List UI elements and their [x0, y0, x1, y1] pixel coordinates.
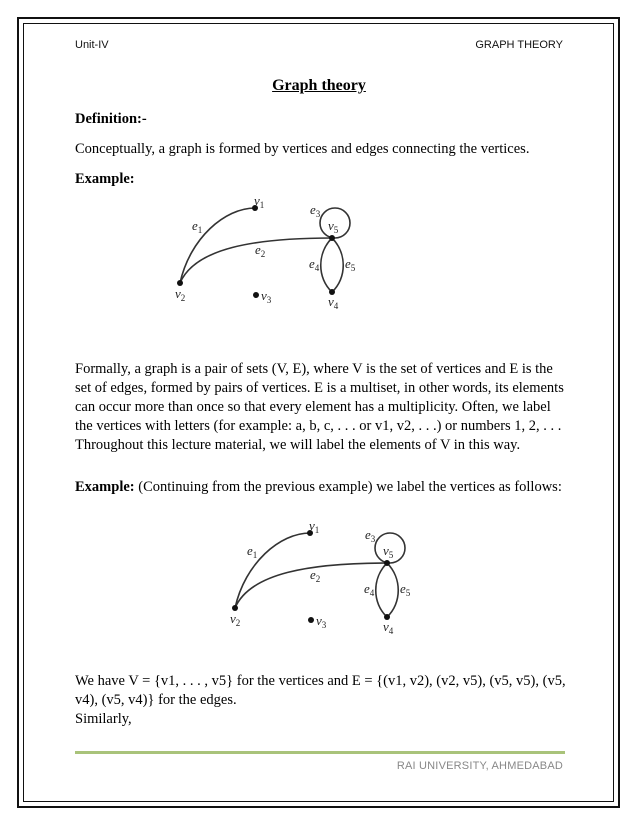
- label-e2: $e_2$: [255, 242, 266, 259]
- footer-institution: RAI UNIVERSITY, AHMEDABAD: [396, 760, 563, 772]
- label-v1: $v_1$: [254, 193, 265, 210]
- graph-figure-1: [155, 188, 385, 318]
- label-e3: $e_3$: [310, 202, 321, 219]
- example-heading: Example:: [75, 171, 135, 187]
- vertex-v5: [329, 235, 335, 241]
- page-title: Graph theory: [272, 77, 366, 94]
- edge-e4: [321, 238, 332, 292]
- label-e5: $e_5$: [345, 256, 356, 273]
- label-e1: $e_1$: [247, 543, 258, 560]
- label-v4: $v_4$: [328, 294, 339, 311]
- paragraph-sets: We have V = {v1, . . . , v5} for the vertices and E = {(v1, v2), (v2, v5), (v5, v5), (v5, v4), (v5, v4)} for the edges.: [75, 673, 566, 708]
- label-e3: $e_3$: [365, 527, 376, 544]
- label-v2: $v_2$: [175, 286, 186, 303]
- edge-e4: [376, 563, 387, 617]
- label-v5: $v_5$: [383, 543, 394, 560]
- edge-e5: [332, 238, 343, 292]
- label-e4: $e_4$: [364, 581, 375, 598]
- paragraph-similarly: Similarly,: [75, 711, 132, 727]
- label-v2: $v_2$: [230, 611, 241, 628]
- graph-figure-2: [210, 513, 440, 643]
- footer-rule: [75, 751, 565, 754]
- definition-heading: Definition:-: [75, 111, 147, 127]
- vertex-v5: [384, 560, 390, 566]
- example2-text: (Continuing from the previous example) we label the vertices as follows:: [134, 479, 562, 495]
- label-e1: $e_1$: [192, 218, 203, 235]
- label-v3: $v_3$: [261, 288, 272, 305]
- vertex-v3: [253, 292, 259, 298]
- label-v5: $v_5$: [328, 218, 339, 235]
- label-e2: $e_2$: [310, 567, 321, 584]
- label-v3: $v_3$: [316, 613, 327, 630]
- edge-e5: [387, 563, 398, 617]
- label-v1: $v_1$: [309, 518, 320, 535]
- label-e5: $e_5$: [400, 581, 411, 598]
- paragraph-formal: Formally, a graph is a pair of sets (V, E), where V is the set of vertices and E is the set of edges, formed by pairs of vertices. E is a multiset, in other words, its elements can occur more than once so that every element has a multiplicity. Often, we label the vertices with letters (for example: a, b, c, . . . or v1, v2, . . .) or numbers 1, 2, . . . Throughout this lecture material, we will label the elements of V in this way.: [75, 361, 564, 453]
- example2-paragraph: [75, 478, 567, 497]
- paragraph-conceptual: Conceptually, a graph is formed by vertices and edges connecting the vertices.: [75, 141, 530, 157]
- label-v4: $v_4$: [383, 619, 394, 636]
- header-unit: Unit-IV: [75, 39, 109, 51]
- header-subject: GRAPH THEORY: [475, 39, 563, 51]
- example2-heading: Example:: [75, 479, 135, 495]
- label-e4: $e_4$: [309, 256, 320, 273]
- vertex-v3: [308, 617, 314, 623]
